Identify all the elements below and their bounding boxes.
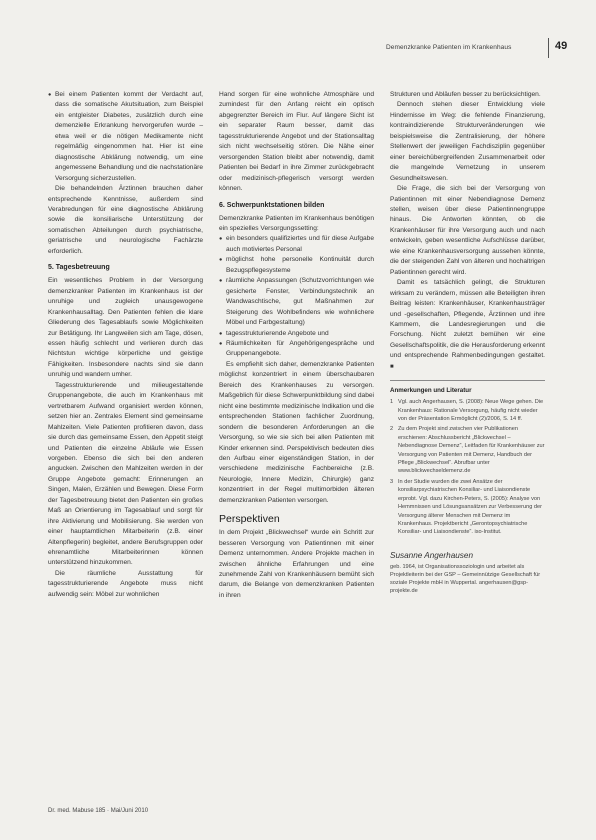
divider [390, 380, 545, 381]
text-column-2 [219, 90, 374, 601]
paragraph: Dennoch stehen dieser Entwicklung viele Hindernisse im Weg: die fehlende Finanzierung, kontraindizierende Strukturveränderungen wie beispielsweise die Zentralisierung, der höhere Stellenwert der jeweiligen Fachdisziplin gegenüber einer bereichübergreifenden Zusammenarbeit oder die mangelnde Vernetzung in unserem Gesundheitswesen. [390, 101, 545, 182]
author-name: Susanne Angerhausen [390, 550, 474, 560]
section-heading: 6. Schwerpunktstationen bilden [219, 201, 325, 209]
list-item: ● Räumlichkeiten für Angehörigengespräche und Gruppenangebote. [219, 339, 374, 360]
author-block [390, 551, 545, 596]
paragraph: Die räumliche Ausstattung für tagesstrukturierende Angebote muss nicht aufwendig sein: Möbel zur wohnlichen [48, 569, 203, 598]
author-bio: geb. 1964, ist Organisationssoziologin und arbeitet als Projektleiterin bei der GSP – Gemeinnützige Gesellschaft für soziale Projekte mbH in Wuppertal. angerhausen@gsp-projekte.de [390, 563, 541, 595]
reference-number: 3 [390, 478, 394, 485]
page-number: 49 [555, 40, 568, 52]
paragraph-text: Damit es tatsächlich gelingt, die Strukturen wirksam zu verändern, müssen alle Beteiligten ihren Beitrag leisten: Krankenhäuser, Krankenhausträger und -gesellschaften, Pflegende, Ärztinnen und ihre Kammern, die Landesregierungen und die Forschung. Nicht zuletzt bemühen wir eine Gesellschaftspolitik, die die Herausforderung erkennt und entsprechende Rahmenbedingungen gestaltet. [390, 279, 545, 360]
paragraph: Hand sorgen für eine wohnliche Atmosphäre und zumindest für den Anfang reicht ein optisch abgegrenzter Bereich im Flur. Auf längere Sicht ist ein separater Raum besser, damit das tagesstrukturierende Angebot und der Stationsalltag sich nicht wechselseitig stören. Die Nähe einer versorgenden Station bleibt aber notwendig, damit Patienten bei Bedarf in ihre Zimmer zurückgebracht oder medizinisch-pflegerisch versorgt werden können. [219, 91, 374, 193]
list-item: ● räumliche Anpassungen (Schutzvorrichtungen wie gesicherte Fenster, Verbindungstechnik an Wandwaschtische, gut Maßnahmen zur Steigerung des Wohlbefindens wie wohnlichere Möbel und Farbgestaltung) [219, 276, 374, 328]
paragraph: Tagesstrukturierende und milieugestaltende Gruppenangebote, die auch im Krankenhaus mit vertretbarem Aufwand organisiert werden können, setzen hier an. Zentrales Element sind gemeinsame Mahlzeiten. Viele Patienten profitieren davon, dass sie durch das gemeinsame Essen, den Appetit steigt und Patienten die einzelne Abläufe wie Essen vorgeben. Ebenso die sich bei den anderen angucken. Zwischen den Mahlzeiten werden in der Gruppe Angebote gemacht: Erinnerungen an Singen, Malen, Erzählen und Bewegen. Diese Form der Tagesbetreuung bietet den Patienten ein großes Maß an Orientierung im Tagesablauf und sorgt für ihre Aktivierung und Mobilisierung. Sie werden von einer hauptamtlichen Mitarbeiterin (z.B. einer Altenpflegerin) begleitet, andere Berufsgruppen oder ehrenamtliche Mitarbeiterinnen können unterstützend hinzukommen. [48, 381, 203, 567]
list-item: ● ein besonders qualifiziertes und für diese Aufgabe auch motiviertes Personal [219, 234, 374, 255]
paragraph: Die Frage, die sich bei der Versorgung von Patientinnen mit einer Nebendiagnose Demenz stellen, weisen über diese Patientinnengruppe hinaus. Die Antworten könnten, ob die Krankenhäuser für ihre Versorgung auch und nach entwickeln, geben wesentliche Aufschlüsse darüber, wie eine Krankenhausversorgung aussehen könnte, die der steigenden Zahl von älteren und hochaltrigen Patientinnen gerecht wird. [390, 185, 545, 276]
paragraph: In dem Projekt „Blickwechsel“ wurde ein Schritt zur besseren Versorgung von Patientinnen mit einer Demenz unternommen. Andere Projekte machen in zwischen ähnliche Erfahrungen und eine zunehmende Zahl von Krankenhäusern bemüht sich darum, die Belange von demenzkranken Patienten in ihren [219, 529, 374, 599]
reference-item [390, 478, 545, 537]
paragraph: Ein wesentliches Problem in der Versorgung demenzkranker Patienten im Krankenhaus ist der unruhige und zugleich unausgewogene Krankenhausalltag. Den Patienten fehlen die klare Gliederung des Tagesablaufs sowie Möglichkeiten zur Betätigung. Ihr Langweilen sich am Tage, dösen, essen häufig schlecht und verlieren durch das Nichtstun wichtige körperliche und geistige Fähigkeiten. Insbesondere nachts sind sie dann unruhig und wandern umher. [48, 277, 203, 379]
header-divider [548, 38, 549, 58]
reference-item [390, 425, 545, 475]
paragraph [390, 278, 545, 372]
reference-text: Zu dem Projekt sind zwischen vier Publikationen erschienen: Abschlussbericht „Blickwechsel – Nebendiagnose Demenz“, Leitfaden für Krankenhäuser zur Versorgung von Patienten mit Demenz, Handbuch der Pflege „Blickwechsel“. Abrufbar unter www.blickwechseldemenz.de [398, 426, 545, 475]
section-heading: 5. Tagesbetreuung [48, 264, 110, 272]
page-footer: Dr. med. Mabuse 185 · Mai/Juni 2010 [48, 808, 149, 814]
reference-number: 1 [390, 399, 394, 406]
section-heading: Perspektiven [219, 513, 280, 526]
paragraph: Demenzkranke Patienten im Krankenhaus benötigen ein spezielles Versorgungssetting: [219, 214, 374, 232]
reference-number: 2 [390, 426, 394, 433]
paragraph: Die behandelnden Ärztinnen brauchen daher entsprechende Kenntnisse, außerdem sind Verabredungen für eine diagnostische Abklärung sowie die konsiliarische Unterstützung der somatischen Abteilungen durch psychiatrische, geriatrische und neurologische Fachärzte erforderlich. [48, 185, 203, 255]
text-column-3 [390, 90, 545, 596]
end-mark: ■ [390, 363, 394, 370]
list-item: ● möglichst hohe personelle Kontinuität durch Bezugspflegesysteme [219, 255, 374, 276]
list-item: ● tagesstrukturierende Angebote und [219, 329, 374, 339]
reference-text: Vgl. auch Angerhausen, S. (2008): Neue Wege gehen. Die Krankenhaus: Rationale Versorgung, häufig nicht wieder von der Präsentation Ermöglicht (2)/2006, S. 14 ff. [398, 399, 544, 423]
reference-item [390, 398, 545, 423]
paragraph: ● Bei einem Patienten kommt der Verdacht auf, dass die somatische Akutsituation, zum Beispiel ein entgleister Diabetes, zusätzlich durch eine demenzielle Erkrankung hervorgerufen wurde – etwa weil er die nötigen Medikamente nicht regelmäßig eingenommen hat. Hier ist eine diagnostische Abklärung notwendig, um eine angemessene Behandlung und die nachstationäre Versorgung sicherzustellen. [48, 90, 203, 184]
text-column-1 [48, 90, 203, 600]
references-heading: Anmerkungen und Literatur [390, 387, 472, 395]
reference-text: In der Studie wurden die zwei Ansätze der konsiliarpsychiatrischen Konsiliar- und Liaisondienste erprobt. Vgl. dazu Kirchen-Peters, S. (2005): Analyse von Hemmnissen und Lösungsansätzen zur Verbesserung der Versorgung älterer Menschen mit Demenz im Krankenhaus. Projektbericht „Gerontopsychiatrische Konsiliar- und Liaisondienste“. iso-Institut. [398, 478, 542, 536]
paragraph: Strukturen und Abläufen besser zu berücksichtigen. [390, 91, 541, 98]
running-header: Demenzkranke Patienten im Krankenhaus [386, 44, 512, 51]
paragraph: Es empfiehlt sich daher, demenzkranke Patienten möglichst konzentriert in einem überschaubaren Bereich des Krankenhauses zu versorgen. Maßgeblich für diese Schwerpunktbildung sind dabei nicht eine bestimmte medizinische Indikation und die entsprechenden Stationen fachlicher Zuordnung, sondern die besonderen Anforderungen an die Versorgung, so wie sie sich bei allen Patienten mit Kinder erkennen sind. Perspektivisch bedeuten dies den Aufbau einer eigenständigen Station, in der verschiedene medizinische Fachbereiche (z.B. Neurologie, Innere Medizin, Chirurgie) ganz konzentriert in der Regel multimorbiden älteren demenzkranken Patienten versorgen. [219, 360, 374, 504]
